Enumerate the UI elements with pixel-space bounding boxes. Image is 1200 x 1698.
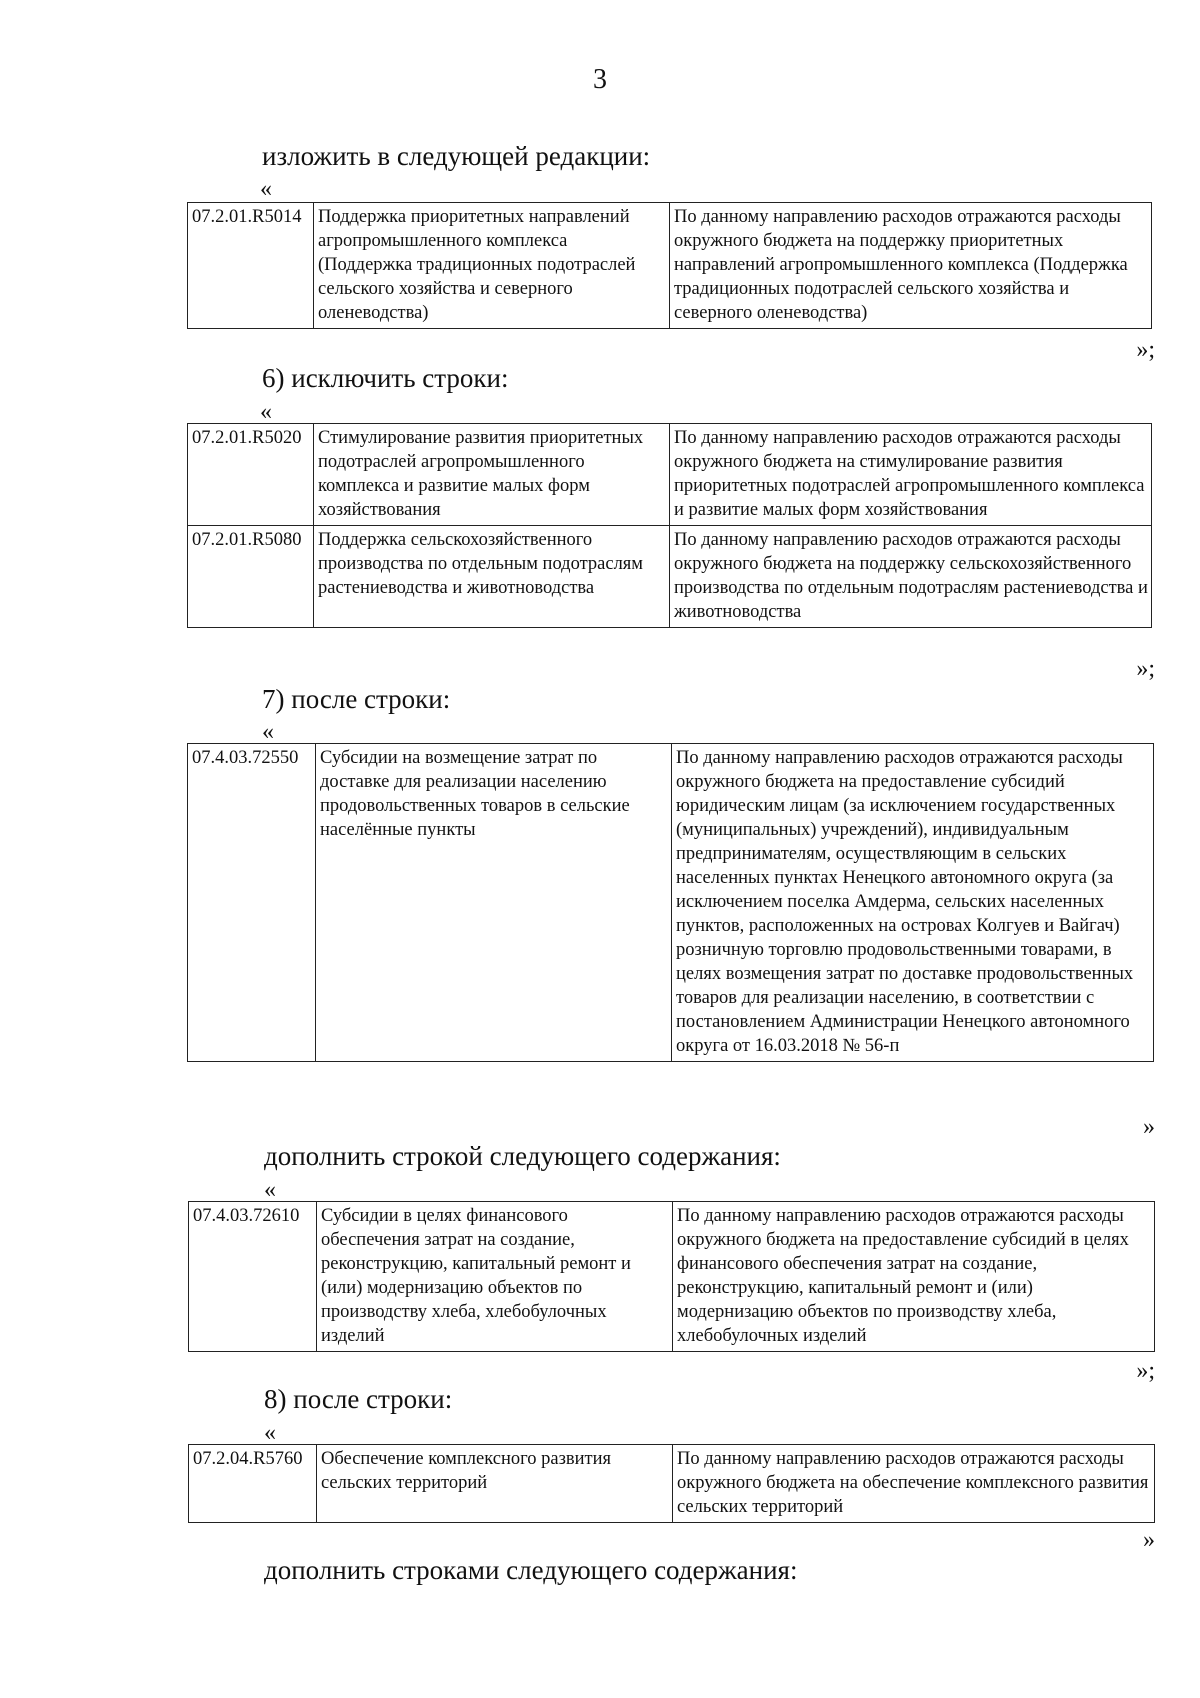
row-name: Стимулирование развития приоритетных подотраслей агропромышленного комплекса и развитие малых форм хозяйствования xyxy=(314,424,670,526)
section-heading: дополнить строкой следующего содержания: xyxy=(264,1141,781,1171)
close-quote: »; xyxy=(1136,656,1155,682)
section-heading: 7) после строки: xyxy=(262,684,451,714)
row-description: По данному направлению расходов отражаются расходы окружного бюджета на предоставление субсидий в целях финансового обеспечения затрат на создание, реконструкцию, капитальный ремонт и (или) модернизацию объектов по производству хлеба, хлебобулочных изделий xyxy=(673,1202,1155,1352)
budget-table xyxy=(188,1201,1155,1352)
row-name: Субсидии в целях финансового обеспечения затрат на создание, реконструкцию, капитальный ремонт и (или) модернизацию объектов по производству хлеба, хлебобулочных изделий xyxy=(317,1202,673,1352)
close-quote: » xyxy=(1143,1527,1155,1553)
row-code: 07.4.03.72550 xyxy=(188,744,316,1062)
row-description: По данному направлению расходов отражаются расходы окружного бюджета на поддержку сельскохозяйственного производства по отдельным подотраслям растениеводства и животноводства xyxy=(670,526,1152,628)
row-code: 07.2.01.R5080 xyxy=(188,526,314,628)
table-row xyxy=(189,1202,1155,1352)
section-heading: изложить в следующей редакции: xyxy=(262,141,651,171)
budget-table xyxy=(187,423,1152,628)
budget-table xyxy=(187,202,1152,329)
row-code: 07.2.01.R5014 xyxy=(188,203,314,329)
open-quote: « xyxy=(264,1420,276,1446)
row-code: 07.4.03.72610 xyxy=(189,1202,317,1352)
table-row xyxy=(188,424,1152,526)
open-quote: « xyxy=(260,399,272,425)
open-quote: « xyxy=(264,1177,276,1203)
budget-table xyxy=(188,1444,1155,1523)
close-quote: »; xyxy=(1136,337,1155,363)
page-number: 3 xyxy=(593,64,607,95)
row-name: Поддержка приоритетных направлений агропромышленного комплекса (Поддержка традиционных подотраслей сельского хозяйства и северного оленеводства) xyxy=(314,203,670,329)
row-code: 07.2.04.R5760 xyxy=(189,1445,317,1523)
row-name: Поддержка сельскохозяйственного производства по отдельным подотраслям растениеводства и животноводства xyxy=(314,526,670,628)
row-description: По данному направлению расходов отражаются расходы окружного бюджета на обеспечение комплексного развития сельских территорий xyxy=(673,1445,1155,1523)
table-row xyxy=(188,526,1152,628)
open-quote: « xyxy=(262,719,274,745)
section-heading: 8) после строки: xyxy=(264,1384,453,1414)
section-heading: 6) исключить строки: xyxy=(262,363,509,393)
open-quote: « xyxy=(260,176,272,202)
row-code: 07.2.01.R5020 xyxy=(188,424,314,526)
row-description: По данному направлению расходов отражаются расходы окружного бюджета на поддержку приоритетных направлений агропромышленного комплекса (Поддержка традиционных подотраслей сельского хозяйства и северного оленеводства) xyxy=(670,203,1152,329)
budget-table xyxy=(187,743,1154,1062)
table-row xyxy=(188,203,1152,329)
row-name: Обеспечение комплексного развития сельских территорий xyxy=(317,1445,673,1523)
close-quote: » xyxy=(1143,1114,1155,1140)
close-quote: »; xyxy=(1136,1358,1155,1384)
final-heading: дополнить строками следующего содержания: xyxy=(264,1555,798,1585)
table-row xyxy=(189,1445,1155,1523)
row-description: По данному направлению расходов отражаются расходы окружного бюджета на предоставление субсидий юридическим лицам (за исключением государственных (муниципальных) учреждений), индивидуальным предпринимателям, осуществляющим в сельских населенных пунктах Ненецкого автономного округа (за исключением поселка Амдерма, сельских населенных пунктов, расположенных на островах Колгуев и Вайгач) розничную торговлю продовольственными товарами, в целях возмещения затрат по доставке продовольственных товаров для реализации населению, в соответствии с постановлением Администрации Ненецкого автономного округа от 16.03.2018 № 56-п xyxy=(672,744,1154,1062)
row-name: Субсидии на возмещение затрат по доставке для реализации населению продовольственных товаров в сельские населённые пункты xyxy=(316,744,672,1062)
table-row xyxy=(188,744,1154,1062)
row-description: По данному направлению расходов отражаются расходы окружного бюджета на стимулирование развития приоритетных подотраслей агропромышленного комплекса и развитие малых форм хозяйствования xyxy=(670,424,1152,526)
